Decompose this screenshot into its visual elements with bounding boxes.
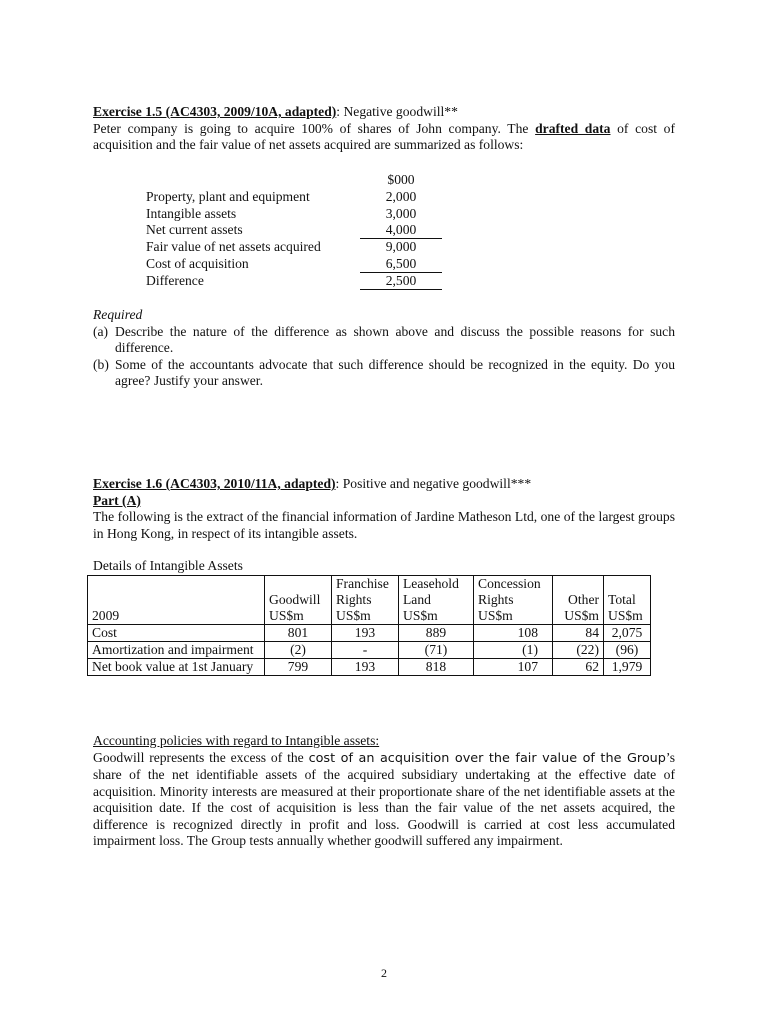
exercise-1-5-intro — [93, 121, 675, 154]
row-label: Amortization and impairment — [88, 642, 265, 659]
table-cell: - — [332, 642, 399, 659]
exercise-1-5-title — [93, 104, 675, 121]
header-line: US$m — [269, 608, 304, 623]
table-cell: 62 — [553, 659, 604, 676]
exercise-1-5-subtitle: : Negative goodwill** — [336, 104, 458, 119]
summary-row — [146, 206, 446, 223]
table-cell: 1,979 — [604, 659, 651, 676]
item-text: Some of the accountants advocate that such difference should be recognized in the equity. Do you agree? Justify your answer. — [115, 356, 675, 388]
header-line: US$m — [608, 608, 643, 623]
summary-row — [146, 189, 446, 206]
item-label: (a) — [93, 323, 109, 339]
summary-label: Property, plant and equipment — [146, 188, 310, 204]
required-item-a — [93, 324, 675, 357]
summary-label: Fair value of net assets acquired — [146, 239, 321, 255]
header-line: Rights — [336, 592, 372, 607]
table-cell: 108 — [474, 625, 553, 642]
required-item-b — [93, 357, 675, 390]
header-concession-rights — [474, 576, 553, 625]
header-line: Concession — [478, 576, 541, 591]
page-number: 2 — [381, 966, 387, 980]
header-line: Leasehold — [403, 576, 459, 591]
table-cell: 2,075 — [604, 625, 651, 642]
policies-text-2: ’s share of the net identifiable assets of the acquired subsidiary undertaking at the effective date of acquisition. Minority interests are measured at their proportionate share of the net identifiable assets at the acquisition date. If the cost of acquisition is less than the fair value of the net assets acquired, the difference is recognized directly in profit and loss. Goodwill is carried at cost less accumulated impairment loss. The Group tests annually whether goodwill suffered any impairment. — [93, 749, 675, 848]
table-cell: 889 — [399, 625, 474, 642]
header-leasehold-land — [399, 576, 474, 625]
summary-value: 3,000 — [385, 205, 417, 221]
intro-text-2: of cost of acquisition and the fair value of net assets acquired are summarized as follows: — [93, 120, 675, 152]
summary-row — [146, 273, 446, 290]
required-section — [93, 307, 675, 390]
item-text: Describe the nature of the difference as shown above and discuss the possible reasons for such difference. — [115, 323, 675, 355]
acquisition-summary — [146, 172, 446, 290]
exercise-1-6 — [93, 476, 675, 575]
table-cell: (71) — [399, 642, 474, 659]
summary-label: Difference — [146, 272, 204, 288]
intro-emphasis: drafted data — [535, 120, 611, 136]
header-line: Rights — [478, 592, 514, 607]
summary-value: 4,000 — [360, 222, 442, 239]
header-other — [553, 576, 604, 625]
accounting-policies — [93, 733, 675, 850]
header-franchise-rights — [332, 576, 399, 625]
policies-text-1: Goodwill represents the excess of the — [93, 749, 309, 765]
row-label: Cost — [88, 625, 265, 642]
table-caption: Details of Intangible Assets — [93, 558, 243, 573]
table-row — [88, 625, 651, 642]
exercise-1-5-heading: Exercise 1.5 (AC4303, 2009/10A, adapted) — [93, 104, 337, 119]
table-cell: 193 — [332, 659, 399, 676]
table-cell: 84 — [553, 625, 604, 642]
summary-label: Intangible assets — [146, 205, 237, 221]
summary-label: Cost of acquisition — [146, 255, 249, 271]
required-heading: Required — [93, 307, 143, 322]
summary-row — [146, 222, 446, 239]
exercise-1-6-title — [93, 476, 675, 493]
header-line: US$m — [336, 608, 371, 623]
policies-text — [93, 750, 675, 850]
row-label: Net book value at 1st January — [88, 659, 265, 676]
item-label: (b) — [93, 356, 109, 372]
header-line: Goodwill — [269, 592, 321, 607]
table-row — [88, 642, 651, 659]
table-cell: 818 — [399, 659, 474, 676]
table-cell: (1) — [474, 642, 553, 659]
exercise-1-6-intro: The following is the extract of the financial information of Jardine Matheson Ltd, one of the largest groups in Hong Kong, in respect of its intangible assets. — [93, 509, 675, 541]
summary-value: 2,500 — [360, 273, 442, 290]
table-cell: (2) — [265, 642, 332, 659]
summary-row — [146, 256, 446, 273]
header-line: Other — [568, 592, 599, 607]
table-header-row — [88, 576, 651, 625]
header-year-cell — [88, 576, 265, 625]
part-a-heading: Part (A) — [93, 492, 141, 508]
intro-text-1: Peter company is going to acquire 100% of shares of John company. The — [93, 120, 536, 136]
summary-value: 2,000 — [385, 188, 417, 204]
summary-unit: $000 — [387, 172, 415, 187]
header-line: Franchise — [336, 576, 389, 591]
intangible-assets-table — [87, 575, 651, 676]
header-line: US$m — [478, 608, 513, 623]
header-goodwill — [265, 576, 332, 625]
policies-phrase: cost of an acquisition over the fair value of the Group — [308, 750, 666, 766]
exercise-1-6-subtitle: : Positive and negative goodwill*** — [335, 476, 532, 491]
summary-unit-row — [146, 172, 446, 189]
header-line: Land — [403, 592, 431, 607]
header-line: Total — [608, 592, 636, 607]
summary-row — [146, 239, 446, 256]
table-cell: 801 — [265, 625, 332, 642]
header-line: US$m — [564, 608, 599, 623]
summary-value: 6,500 — [360, 256, 442, 273]
header-year: 2009 — [92, 608, 120, 623]
table-cell: (22) — [553, 642, 604, 659]
header-line: US$m — [403, 608, 438, 623]
exercise-1-6-heading: Exercise 1.6 (AC4303, 2010/11A, adapted) — [93, 476, 336, 491]
table-cell: 193 — [332, 625, 399, 642]
policies-heading: Accounting policies with regard to Intangible assets: — [93, 733, 380, 748]
table-cell: 107 — [474, 659, 553, 676]
table-cell: 799 — [265, 659, 332, 676]
summary-value: 9,000 — [385, 239, 417, 255]
table-row — [88, 659, 651, 676]
table-cell: (96) — [604, 642, 651, 659]
header-total — [604, 576, 651, 625]
summary-label: Net current assets — [146, 222, 243, 238]
